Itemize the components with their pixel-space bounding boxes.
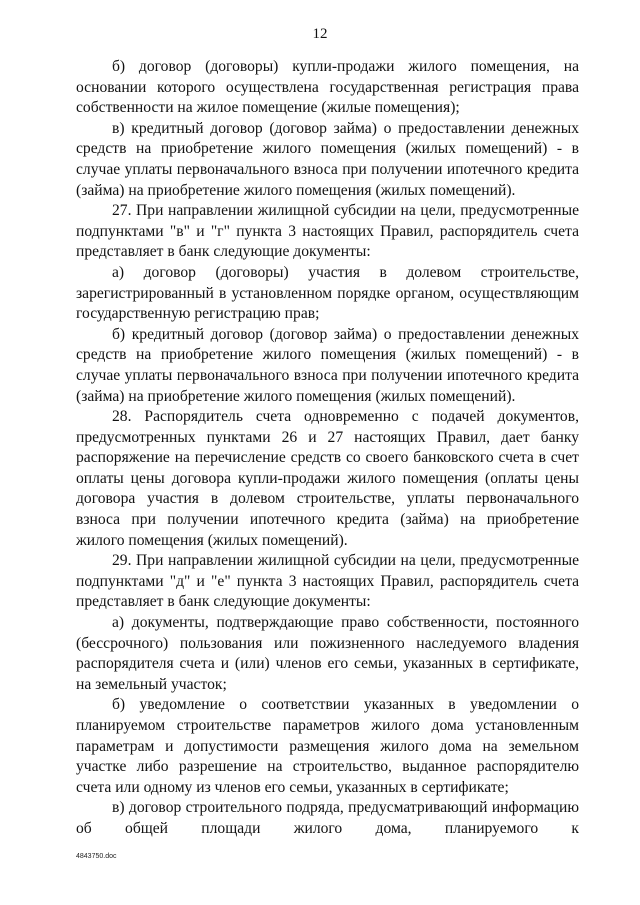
paragraph-29a: а) документы, подтверждающие право собственности, постоянного (бессрочного) пользования или пожизненного наследуемого владения распорядителя счета и (или) членов его семьи, указанных в сертификате, на земельный участок;	[76, 614, 579, 693]
paragraph-27: 27. При направлении жилищной субсидии на цели, предусмотренные подпунктами "в" и "г" пункта 3 настоящих Правил, распорядитель счета представляет в банк следующие документы:	[76, 202, 579, 261]
paragraph-26v: в) кредитный договор (договор займа) о предоставлении денежных средств на приобретение жилого помещения (жилых помещений) - в случае уплаты первоначального взноса при получении ипотечного кредита (займа) на приобретение жилого помещения (жилых помещений).	[76, 119, 579, 199]
paragraph-29: 29. При направлении жилищной субсидии на цели, предусмотренные подпунктами "д" и "е" пункта 3 настоящих Правил, распорядитель счета представляет в банк следующие документы:	[76, 552, 579, 611]
paragraph-27b: б) кредитный договор (договор займа) о предоставлении денежных средств на приобретение жилого помещения (жилых помещений) - в случае уплаты первоначального взноса при получении ипотечного кредита (займа) на приобретение жилого помещения (жилых помещений).	[76, 325, 579, 405]
paragraph-29v: в) договор строительного подряда, предусматривающий информацию об общей площади жилого дома, планируемого к	[76, 799, 579, 837]
page-number: 12	[312, 26, 328, 42]
paragraph-29b: б) уведомление о соответствии указанных в уведомлении о планируемом строительстве параметров жилого дома установленным параметрам и допустимости размещения жилого дома на земельном участке либо разрешение на строительство, выданное распорядителю счета или одному из членов его семьи, указанных в сертификате;	[76, 696, 579, 796]
paragraph-27a: а) договор (договоры) участия в долевом строительстве, зарегистрированный в установленном порядке органом, осуществляющим государственную регистрацию прав;	[76, 263, 579, 323]
document-body	[76, 57, 579, 840]
footer-file-name: 4843750.doc	[76, 853, 117, 860]
paragraph-26b: б) договор (договоры) купли-продажи жилого помещения, на основании которого осуществлена государственная регистрация права собственности на жилое помещение (жилые помещения);	[76, 58, 579, 117]
paragraph-28: 28. Распорядитель счета одновременно с подачей документов, предусмотренных пунктами 26 и 27 настоящих Правил, дает банку распоряжение на перечисление средств со своего банковского счета в счет оплаты цены договора купли-продажи жилого помещения (оплаты цены договора участия в долевом строительстве, уплаты первоначального взноса при получении ипотечного кредита (займа) на приобретение жилого помещения (жилых помещений).	[76, 408, 579, 549]
